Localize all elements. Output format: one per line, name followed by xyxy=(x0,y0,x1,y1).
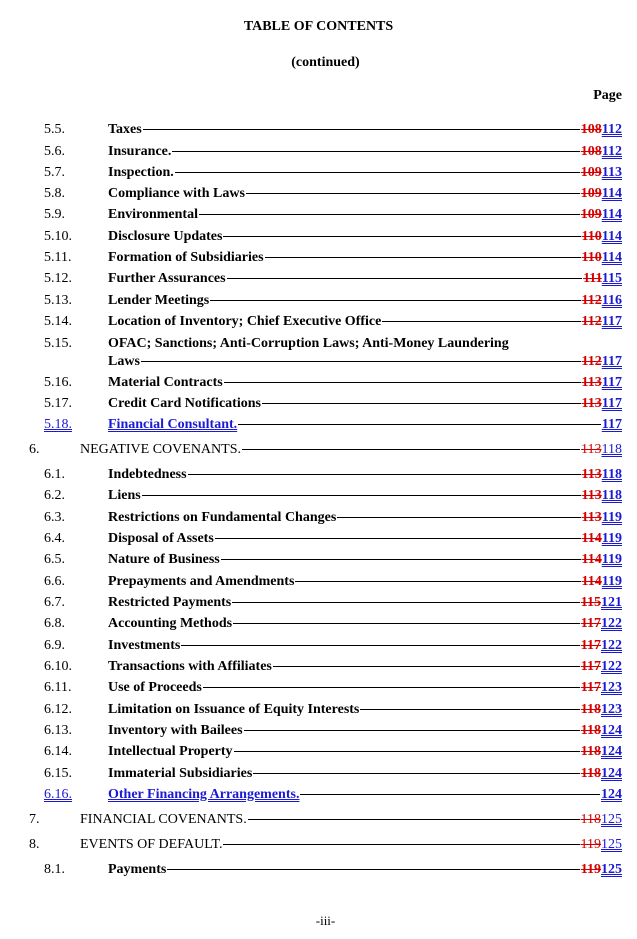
toc-entry-label: Location of Inventory; Chief Executive Office xyxy=(108,314,382,329)
deleted-page-number: 112 xyxy=(581,293,602,308)
deleted-page-number: 114 xyxy=(581,552,602,567)
dot-leader xyxy=(143,129,580,130)
dot-leader xyxy=(223,844,579,845)
toc-entry-number: 6.11. xyxy=(44,680,72,695)
inserted-page-number: 119 xyxy=(601,531,622,546)
inserted-page-number: 125 xyxy=(601,812,622,827)
inserted-page-number: 124 xyxy=(601,744,622,759)
toc-entry-page xyxy=(582,466,622,484)
toc-entry[interactable] xyxy=(0,249,637,267)
deleted-page-number: 112 xyxy=(581,354,602,369)
toc-entry[interactable] xyxy=(0,615,637,633)
toc-entry-page xyxy=(581,121,622,139)
deleted-page-number: 117 xyxy=(580,638,601,653)
toc-entry-number: 6.1. xyxy=(44,467,65,482)
toc-entry-number: 5.12. xyxy=(44,271,72,286)
deleted-page-number: 113 xyxy=(581,467,602,482)
inserted-page-number: 122 xyxy=(601,659,622,674)
toc-entry-number: 6. xyxy=(29,442,40,457)
inserted-page-number: 124 xyxy=(601,766,622,781)
deleted-page-number: 114 xyxy=(581,531,602,546)
inserted-page-number: 119 xyxy=(601,574,622,589)
toc-entry-page xyxy=(581,143,622,161)
toc-entry-number: 7. xyxy=(29,812,40,827)
toc-entry[interactable] xyxy=(0,861,637,879)
toc-entry-label: FINANCIAL COVENANTS. xyxy=(80,812,247,827)
toc-entry-label: Prepayments and Amendments xyxy=(108,574,295,589)
dot-leader xyxy=(227,278,583,279)
inserted-page-number: 117 xyxy=(601,417,622,432)
dot-leader xyxy=(300,794,600,795)
deleted-page-number: 117 xyxy=(580,680,601,695)
dot-leader xyxy=(242,449,580,450)
deleted-page-number: 110 xyxy=(581,229,602,244)
toc-entry[interactable] xyxy=(0,637,637,655)
deleted-page-number: 110 xyxy=(581,250,602,265)
inserted-page-number: 118 xyxy=(601,467,622,482)
toc-entry-page xyxy=(581,701,622,719)
toc-entry-label: Further Assurances xyxy=(108,271,226,286)
toc-entry-page xyxy=(581,185,622,203)
toc-entry[interactable] xyxy=(0,743,637,761)
toc-entry-page xyxy=(581,594,622,612)
toc-subtitle: (continued) xyxy=(291,55,360,70)
toc-entry-label: Investments xyxy=(108,638,181,653)
toc-entry[interactable] xyxy=(0,292,637,310)
toc-title: TABLE OF CONTENTS xyxy=(243,19,394,34)
toc-entry[interactable] xyxy=(0,466,637,484)
dot-leader xyxy=(221,559,581,560)
inserted-page-number: 124 xyxy=(601,787,622,802)
toc-entry-page xyxy=(582,249,622,267)
deleted-page-number: 118 xyxy=(580,702,601,717)
dot-leader xyxy=(265,257,581,258)
inserted-page-number: 122 xyxy=(601,616,622,631)
inserted-page-number: 123 xyxy=(601,702,622,717)
toc-entry-page xyxy=(582,374,622,392)
dot-leader xyxy=(253,773,579,774)
toc-entry-number: 6.3. xyxy=(44,510,65,525)
dot-leader xyxy=(223,236,580,237)
toc-entry-page xyxy=(581,836,622,854)
toc-entry-label: Lender Meetings xyxy=(108,293,210,308)
deleted-page-number: 118 xyxy=(580,812,601,827)
toc-entry-page xyxy=(582,487,622,505)
toc-entry[interactable] xyxy=(0,701,637,719)
toc-entry[interactable] xyxy=(0,143,637,161)
deleted-page-number: 119 xyxy=(580,862,601,877)
dot-leader xyxy=(382,321,580,322)
inserted-page-number: 118 xyxy=(601,442,622,457)
dot-leader xyxy=(175,172,580,173)
toc-entry[interactable] xyxy=(0,270,637,288)
toc-entry[interactable] xyxy=(0,206,637,224)
toc-entry-label: Other Financing Arrangements. xyxy=(108,787,300,802)
toc-entry-label: Accounting Methods xyxy=(108,616,233,631)
dot-leader xyxy=(295,581,580,582)
toc-entry-page xyxy=(582,228,622,246)
toc-entry-label: Transactions with Affiliates xyxy=(108,659,272,674)
toc-entry-number: 8. xyxy=(29,837,40,852)
toc-entry[interactable] xyxy=(0,551,637,569)
toc-entry-number: 5.13. xyxy=(44,293,72,308)
toc-entry-label: Indebtedness xyxy=(108,467,187,482)
toc-entry-label: Formation of Subsidiaries xyxy=(108,250,264,265)
toc-entry-number: 6.6. xyxy=(44,574,65,589)
toc-entry-label: Inventory with Bailees xyxy=(108,723,243,738)
dot-leader xyxy=(167,869,579,870)
toc-entry-label: Environmental xyxy=(108,207,198,222)
toc-entry-page xyxy=(581,164,622,182)
toc-entry-number: 5.14. xyxy=(44,314,72,329)
toc-entry-label: Restrictions on Fundamental Changes xyxy=(108,510,337,525)
toc-entry[interactable] xyxy=(0,395,637,413)
toc-entry-label: Inspection. xyxy=(108,165,174,180)
toc-entry-number: 5.17. xyxy=(44,396,72,411)
toc-entry-page xyxy=(582,551,622,569)
toc-entry[interactable] xyxy=(0,228,637,246)
toc-entry-label: Laws xyxy=(108,354,140,369)
inserted-page-number: 117 xyxy=(601,375,622,390)
dot-leader xyxy=(360,709,579,710)
toc-entry-label: Insurance. xyxy=(108,144,172,159)
toc-entry-number: 6.8. xyxy=(44,616,65,631)
dot-leader xyxy=(232,602,580,603)
deleted-page-number: 113 xyxy=(581,510,602,525)
toc-entry[interactable] xyxy=(0,487,637,505)
dot-leader xyxy=(142,495,581,496)
toc-entry-label: Compliance with Laws xyxy=(108,186,245,201)
dot-leader xyxy=(141,361,581,362)
inserted-page-number: 117 xyxy=(601,314,622,329)
toc-entry[interactable] xyxy=(0,679,637,697)
toc-entry-number: 6.9. xyxy=(44,638,65,653)
dot-leader xyxy=(273,666,580,667)
dot-leader xyxy=(199,214,580,215)
toc-entry-number: 5.11. xyxy=(44,250,72,265)
inserted-page-number: 125 xyxy=(601,837,622,852)
toc-entry[interactable] xyxy=(0,313,637,331)
dot-leader xyxy=(244,730,580,731)
toc-entry-page xyxy=(582,530,622,548)
toc-entry-page xyxy=(581,722,622,740)
toc-entry-wrapped-label xyxy=(108,335,622,371)
deleted-page-number: 112 xyxy=(581,314,602,329)
toc-entry[interactable] xyxy=(0,530,637,548)
toc-entry-number: 8.1. xyxy=(44,862,65,877)
dot-leader xyxy=(188,474,581,475)
toc-entry-page xyxy=(602,416,622,434)
toc-entry-number: 5.9. xyxy=(44,207,65,222)
dot-leader xyxy=(234,751,580,752)
toc-entry-label: Nature of Business xyxy=(108,552,220,567)
toc-entry-label: OFAC; Sanctions; Anti-Corruption Laws; Anti-Money Laundering xyxy=(108,336,509,351)
toc-entry-page xyxy=(581,206,622,224)
toc-entry-number: 5.5. xyxy=(44,122,65,137)
inserted-page-number: 124 xyxy=(601,723,622,738)
toc-entry[interactable] xyxy=(0,441,637,459)
dot-leader xyxy=(238,424,601,425)
toc-entry-page xyxy=(582,313,622,331)
toc-entry[interactable] xyxy=(0,416,637,434)
deleted-page-number: 114 xyxy=(581,574,602,589)
toc-entry-page xyxy=(582,353,622,371)
inserted-page-number: 113 xyxy=(601,165,622,180)
deleted-page-number: 117 xyxy=(580,659,601,674)
dot-leader xyxy=(233,623,580,624)
toc-entry-page xyxy=(583,270,622,288)
inserted-page-number: 115 xyxy=(601,271,622,286)
deleted-page-number: 113 xyxy=(581,442,602,457)
toc-entry[interactable] xyxy=(0,164,637,182)
toc-entry-page xyxy=(581,658,622,676)
dot-leader xyxy=(262,403,581,404)
toc-entry[interactable] xyxy=(0,722,637,740)
inserted-page-number: 114 xyxy=(601,207,622,222)
deleted-page-number: 118 xyxy=(580,766,601,781)
toc-entry[interactable] xyxy=(0,185,637,203)
toc-entry-page xyxy=(581,615,622,633)
toc-entry-page xyxy=(581,743,622,761)
dot-leader xyxy=(203,687,580,688)
inserted-page-number: 114 xyxy=(601,250,622,265)
toc-entry-page xyxy=(581,861,622,879)
toc-entry-label: Payments xyxy=(108,862,167,877)
toc-entry[interactable] xyxy=(0,786,637,804)
toc-entry-number: 6.7. xyxy=(44,595,65,610)
inserted-page-number: 114 xyxy=(601,186,622,201)
toc-entry-page xyxy=(581,637,622,655)
toc-entry-number: 5.15. xyxy=(44,336,72,351)
toc-entry-label: NEGATIVE COVENANTS. xyxy=(80,442,241,457)
dot-leader xyxy=(210,300,580,301)
deleted-page-number: 111 xyxy=(583,271,602,286)
inserted-page-number: 119 xyxy=(601,510,622,525)
toc-entry-number: 6.4. xyxy=(44,531,65,546)
toc-entry[interactable] xyxy=(0,335,637,371)
dot-leader xyxy=(215,538,581,539)
toc-entry[interactable] xyxy=(0,121,637,139)
toc-entry[interactable] xyxy=(0,374,637,392)
toc-entry-page xyxy=(582,509,622,527)
toc-entry-label: Material Contracts xyxy=(108,375,223,390)
toc-entry[interactable] xyxy=(0,658,637,676)
deleted-page-number: 115 xyxy=(580,595,601,610)
toc-entry-number: 6.15. xyxy=(44,766,72,781)
toc-entry[interactable] xyxy=(0,765,637,783)
toc-entry-label: Credit Card Notifications xyxy=(108,396,261,411)
toc-entry-number: 6.5. xyxy=(44,552,65,567)
toc-entry-label: Taxes xyxy=(108,122,142,137)
toc-entry-page xyxy=(582,292,622,310)
toc-entry-label: Disclosure Updates xyxy=(108,229,223,244)
toc-entry-number: 6.12. xyxy=(44,702,72,717)
deleted-page-number: 108 xyxy=(580,144,602,159)
deleted-page-number: 108 xyxy=(580,122,602,137)
inserted-page-number: 119 xyxy=(601,552,622,567)
toc-entry-number: 6.10. xyxy=(44,659,72,674)
deleted-page-number: 118 xyxy=(580,723,601,738)
toc-entry-label: Limitation on Issuance of Equity Interests xyxy=(108,702,360,717)
inserted-page-number: 118 xyxy=(601,488,622,503)
toc-entry-number: 5.10. xyxy=(44,229,72,244)
inserted-page-number: 123 xyxy=(601,680,622,695)
toc-entry-number: 5.6. xyxy=(44,144,65,159)
deleted-page-number: 117 xyxy=(580,616,601,631)
deleted-page-number: 113 xyxy=(581,396,602,411)
toc-entry-label: Liens xyxy=(108,488,141,503)
dot-leader xyxy=(248,819,580,820)
toc-entry-number: 5.16. xyxy=(44,375,72,390)
toc-entry[interactable] xyxy=(0,836,637,854)
inserted-page-number: 112 xyxy=(601,122,622,137)
inserted-page-number: 117 xyxy=(601,396,622,411)
toc-entry-number: 5.18. xyxy=(44,417,72,432)
deleted-page-number: 119 xyxy=(580,837,601,852)
inserted-page-number: 112 xyxy=(601,144,622,159)
deleted-page-number: 113 xyxy=(581,375,602,390)
toc-entry-label: Financial Consultant. xyxy=(108,417,238,432)
toc-entry-number: 6.16. xyxy=(44,787,72,802)
toc-entry-number: 6.2. xyxy=(44,488,65,503)
toc-entry-number: 5.8. xyxy=(44,186,65,201)
toc-entry-label: Disposal of Assets xyxy=(108,531,214,546)
deleted-page-number: 118 xyxy=(580,744,601,759)
deleted-page-number: 109 xyxy=(580,207,602,222)
toc-entry[interactable] xyxy=(0,573,637,591)
inserted-page-number: 125 xyxy=(601,862,622,877)
toc-entry-page xyxy=(581,679,622,697)
inserted-page-number: 121 xyxy=(601,595,622,610)
dot-leader xyxy=(172,151,579,152)
inserted-page-number: 122 xyxy=(601,638,622,653)
page-column-header: Page xyxy=(593,88,622,103)
toc-entry-number: 5.7. xyxy=(44,165,65,180)
toc-entry-number: 6.14. xyxy=(44,744,72,759)
toc-entry-page xyxy=(581,765,622,783)
dot-leader xyxy=(181,645,579,646)
toc-entry-number: 6.13. xyxy=(44,723,72,738)
dot-leader xyxy=(337,517,580,518)
inserted-page-number: 114 xyxy=(601,229,622,244)
toc-entry-page xyxy=(582,573,622,591)
toc-entry[interactable] xyxy=(0,594,637,612)
toc-entry-page xyxy=(581,811,622,829)
toc-entry-page xyxy=(582,395,622,413)
toc-entry-label: Restricted Payments xyxy=(108,595,232,610)
toc-entry-label: Use of Proceeds xyxy=(108,680,202,695)
deleted-page-number: 109 xyxy=(580,186,602,201)
toc-entry-page xyxy=(601,786,622,804)
dot-leader xyxy=(246,193,580,194)
toc-entry-label: Immaterial Subsidiaries xyxy=(108,766,253,781)
toc-entry-page xyxy=(581,441,622,459)
inserted-page-number: 117 xyxy=(601,354,622,369)
page-footer-number: -iii- xyxy=(315,913,336,928)
toc-entry-label: Intellectual Property xyxy=(108,744,233,759)
deleted-page-number: 109 xyxy=(580,165,602,180)
inserted-page-number: 116 xyxy=(601,293,622,308)
toc-entry[interactable] xyxy=(0,509,637,527)
deleted-page-number: 113 xyxy=(581,488,602,503)
dot-leader xyxy=(224,382,581,383)
toc-entry-label: EVENTS OF DEFAULT. xyxy=(80,837,223,852)
toc-entry[interactable] xyxy=(0,811,637,829)
